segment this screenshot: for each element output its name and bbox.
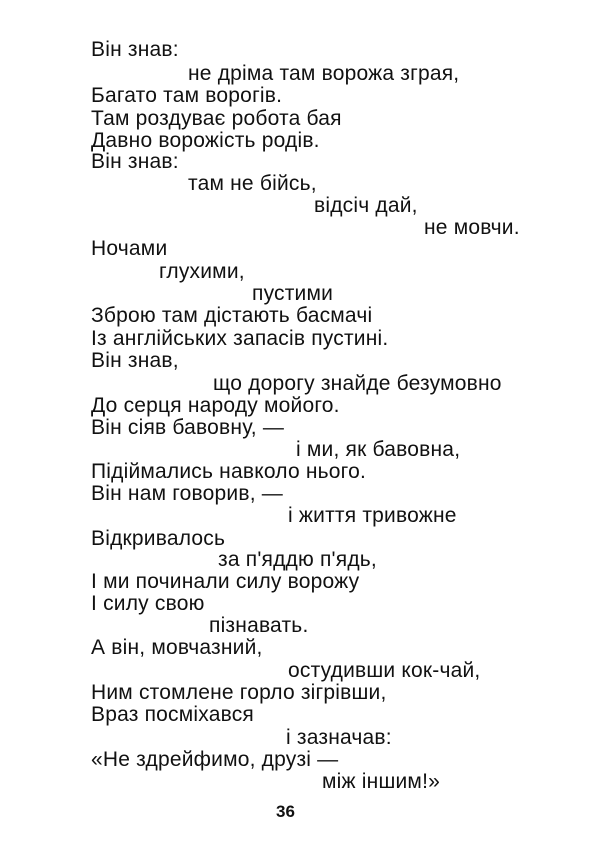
poem-line: І силу свою [91,592,205,615]
poem-line: за п'яддю п'ядь, [218,548,377,571]
poem-line: Багато там ворогів. [91,84,283,107]
poem-line: глухими, [159,260,245,283]
poem-line: не дріма там ворожа зграя, [188,62,460,85]
poem-line: І ми починали силу ворожу [91,570,360,593]
poem-line: Він нам говорив, — [91,482,283,505]
poem-line: Він знав: [91,150,179,173]
poem-line: що дорогу знайде безумовно [213,372,502,395]
poem-line: Відкривалось [91,527,226,550]
poem-line: пустими [252,282,334,305]
poem-line: остудивши кок-чай, [288,659,481,682]
poem-line: і зазначав: [286,726,392,749]
page-number: 36 [276,802,295,821]
poem-line: Він знав, [91,349,179,372]
poem-line: Враз посміхався [91,703,254,726]
poem-line: Зброю там дістають басмачі [91,304,373,327]
poem-line: не мовчи. [424,216,520,239]
poem-line: Ним стомлене горло зігрівши, [91,681,387,704]
poem-line: пізнавать. [209,614,309,637]
poem-line: Він сіяв бавовну, — [91,416,285,439]
poem-line: там не бійсь, [188,172,317,195]
poem-line: між іншим!» [322,770,440,793]
poem-line: «Не здрейфимо, друзі — [91,748,339,771]
poem-line: відсіч дай, [314,194,418,217]
poem-line: Там роздуває робота бая [91,107,342,130]
poem-line: До серця народу мойого. [91,394,340,417]
poem-line: і ми, як бавовна, [296,438,461,461]
poem-line: Підіймались навколо нього. [91,460,366,483]
poem-line: Давно ворожість родів. [91,129,320,152]
poem-line: А він, мовчазний, [91,636,263,659]
poem-line: Із англійських запасів пустині. [91,327,389,350]
poem-line: Він знав: [91,38,179,61]
poem-line: і життя тривожне [288,504,457,527]
poem-line: Ночами [91,237,168,260]
